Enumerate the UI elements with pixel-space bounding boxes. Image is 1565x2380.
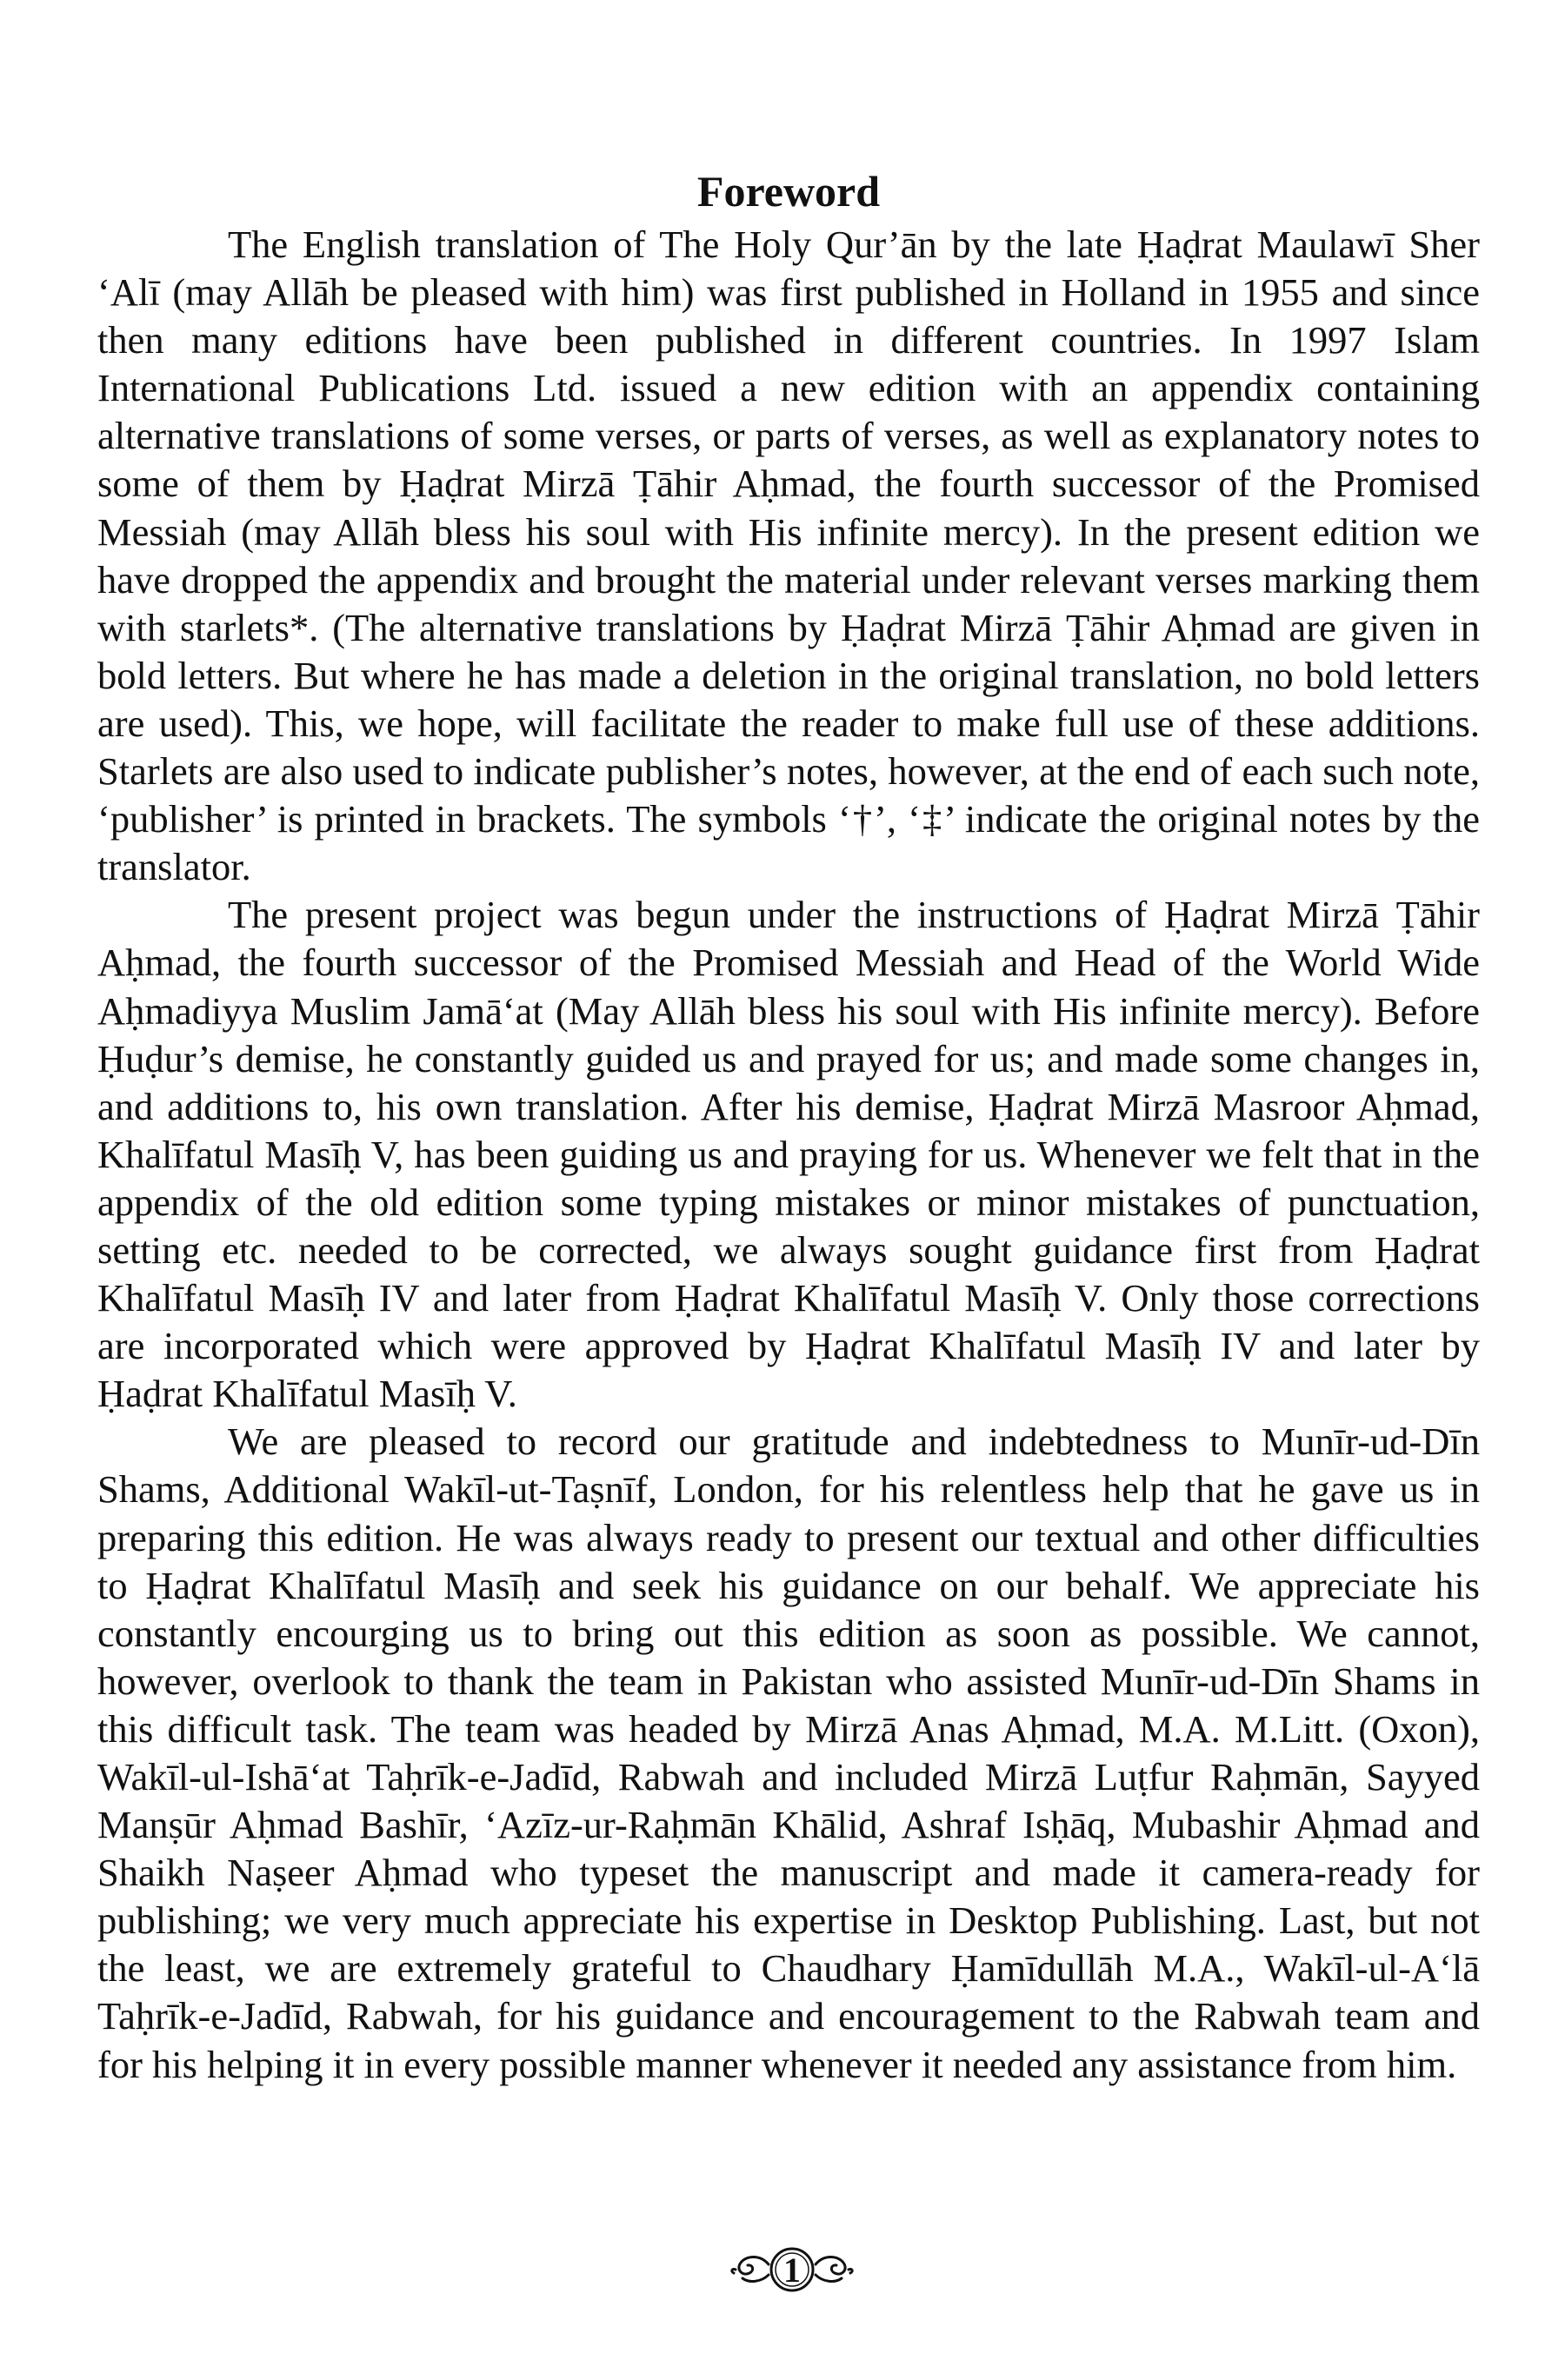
paragraph-3: We are pleased to record our gratitude and indebtedness to Munīr-ud-Dīn Shams, Additional Wakīl-ut-Taṣnīf, London, for his relentless help that he gave us in preparing this edition. He was always ready to present our textual and other difficulties to Ḥaḍrat Khalīfatul Masīḥ and seek his guidance on our behalf. We appreciate his constantly encourging us to bring out this edition as soon as possible. We cannot, however, overlook to thank the team in Pakistan who assisted Munīr-ud-Dīn Shams in this difficult task. The team was headed by Mirzā Anas Aḥmad, M.A. M.Litt. (Oxon), Wakīl-ul-Ishā‘at Taḥrīk-e-Jadīd, Rabwah and included Mirzā Luṭfur Raḥmān, Sayyed Manṣūr Aḥmad Bashīr, ‘Azīz-ur-Raḥmān Khālid, Ashraf Isḥāq, Mubashir Aḥmad and Shaikh Naṣeer Aḥmad who typeset the manuscript and made it camera-ready for publishing; we very much appreciate his expertise in Desktop Publishing. Last, but not the least, we are extremely grateful to Chaudhary Ḥamīdullāh M.A., Wakīl-ul-A‘lā Taḥrīk-e-Jadīd, Rabwah, for his guidance and encouragement to the Rabwah team and for his helping it in every possible manner whenever it needed any assistance from him. (97, 1419, 1480, 2086)
page-number-ornament (727, 2238, 857, 2299)
document-page (97, 165, 1480, 2089)
paragraph-1: The English translation of The Holy Qur’ān by the late Ḥaḍrat Maulawī Sher ‘Alī (may Allāh be pleased with him) was first published in Holland in 1955 and since then many editions have been published in different countries. In 1997 Islam International Publications Ltd. issued a new edition with an appendix containing alternative translations of some verses, or parts of verses, as well as explanatory notes to some of them by Ḥaḍrat Mirzā Ṭāhir Aḥmad, the fourth successor of the Promised Messiah (may Allāh bless his soul with His infinite mercy). In the present edition we have dropped the appendix and brought the material under relevant verses marking them with starlets*. (The alternative translations by Ḥaḍrat Mirzā Ṭāhir Aḥmad are given in bold letters. But where he has made a deletion in the original translation, no bold letters are used). This, we hope, will facilitate the reader to make full use of these additions. Starlets are also used to indicate publisher’s notes, however, at the end of each such note, ‘publisher’ is printed in brackets. The symbols ‘†’, ‘‡’ indicate the original notes by the translator. (97, 223, 1480, 889)
page-number: 1 (783, 2250, 801, 2290)
page-title: Foreword (696, 167, 881, 216)
paragraph-2: The present project was begun under the instructions of Ḥaḍrat Mirzā Ṭāhir Aḥmad, the fourth successor of the Promised Messiah and Head of the World Wide Aḥmadiyya Muslim Jamā‘at (May Allāh bless his soul with His infinite mercy). Before Ḥuḍur’s demise, he constantly guided us and prayed for us; and made some changes in, and additions to, his own translation. After his demise, Ḥaḍrat Mirzā Masroor Aḥmad, Khalīfatul Masīḥ V, has been guiding us and praying for us. Whenever we felt that in the appendix of the old edition some typing mistakes or minor mistakes of punctuation, setting etc. needed to be corrected, we always sought guidance first from Ḥaḍrat Khalīfatul Masīḥ IV and later from Ḥaḍrat Khalīfatul Masīḥ V. Only those corrections are incorporated which were approved by Ḥaḍrat Khalīfatul Masīḥ IV and later by Ḥaḍrat Khalīfatul Masīḥ V. (97, 893, 1480, 1416)
